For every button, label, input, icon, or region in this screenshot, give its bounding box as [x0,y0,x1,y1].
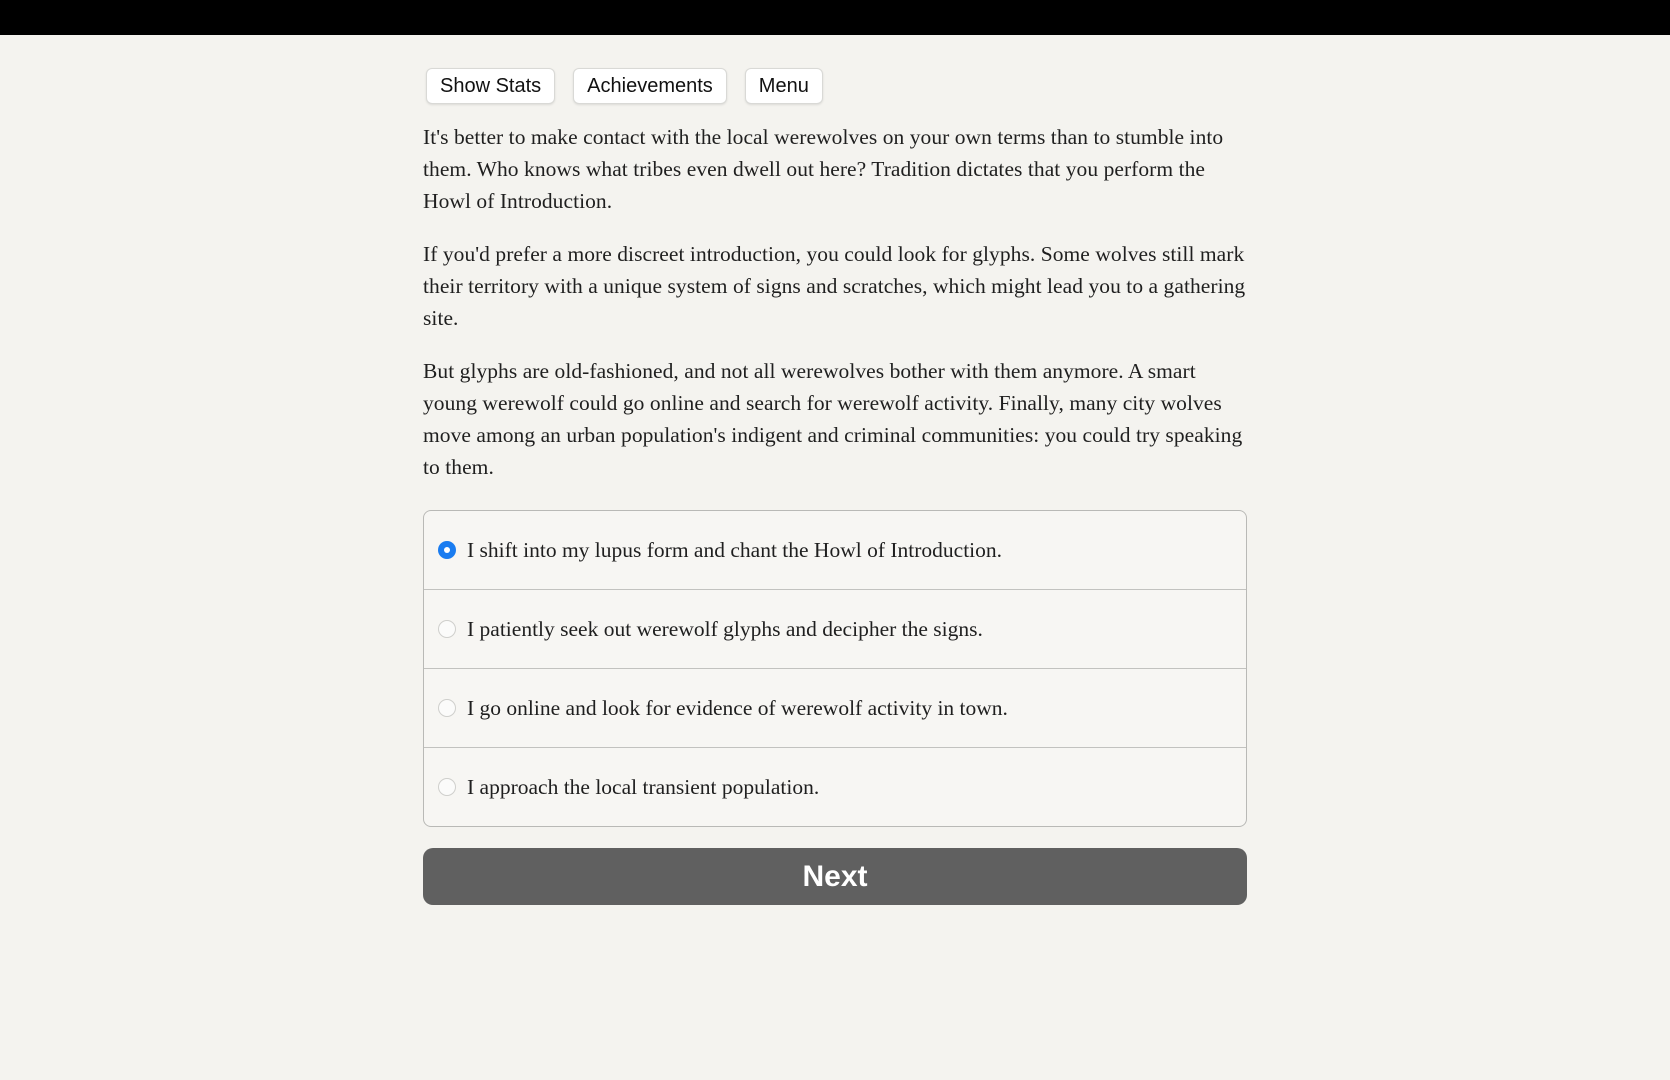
choice-list [423,510,1247,827]
choice-label: I go online and look for evidence of werewolf activity in town. [467,696,1008,720]
radio-unselected-icon[interactable] [438,699,456,717]
game-content [423,68,1247,905]
choice-option-transient[interactable] [424,748,1246,826]
top-bar [0,0,1670,35]
choice-label: I patiently seek out werewolf glyphs and decipher the signs. [467,617,983,641]
story-text [423,121,1247,483]
choice-option-glyphs[interactable] [424,590,1246,669]
menu-button[interactable]: Menu [745,68,823,104]
show-stats-button[interactable]: Show Stats [426,68,555,104]
achievements-button[interactable]: Achievements [573,68,727,104]
choice-option-online[interactable] [424,669,1246,748]
choice-label: I approach the local transient population. [467,775,820,799]
radio-selected-icon[interactable] [438,541,456,559]
choice-option-howl[interactable] [424,511,1246,590]
choice-label: I shift into my lupus form and chant the Howl of Introduction. [467,538,1003,562]
story-paragraph: It's better to make contact with the local werewolves on your own terms than to stumble into them. Who knows what tribes even dwell out here? Tradition dictates that you perform the Howl of Introduction. [423,125,1224,213]
radio-unselected-icon[interactable] [438,620,456,638]
next-button[interactable]: Next [423,848,1247,905]
radio-unselected-icon[interactable] [438,778,456,796]
story-paragraph: If you'd prefer a more discreet introduction, you could look for glyphs. Some wolves still mark their territory with a unique system of signs and scratches, which might lead you to a gathering site. [423,242,1246,330]
story-paragraph: But glyphs are old-fashioned, and not all werewolves bother with them anymore. A smart young werewolf could go online and search for werewolf activity. Finally, many city wolves move among an urban population's indigent and criminal communities: you could try speaking to them. [423,359,1243,479]
toolbar [426,68,1247,104]
